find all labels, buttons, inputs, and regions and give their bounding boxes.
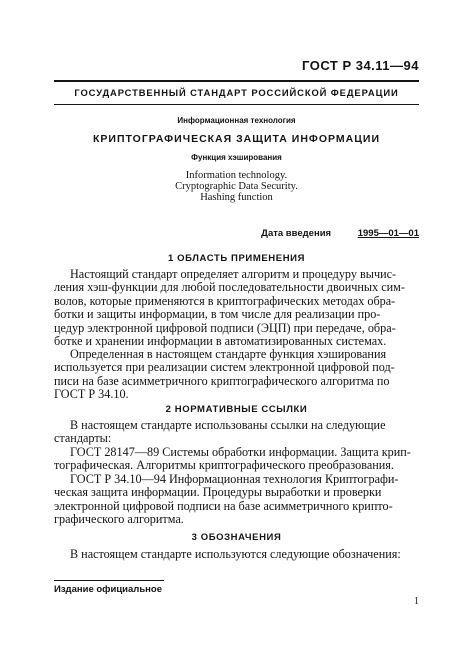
english-title <box>54 170 419 203</box>
document-subtitle: Функция хэширования <box>191 153 282 162</box>
section-heading-notation: 3 ОБОЗНАЧЕНИЯ <box>191 532 282 543</box>
text-line: ботке и хранении информации в автоматизированных системах. <box>54 334 387 349</box>
page-number: 1 <box>414 596 419 607</box>
text-line: цедур электронной цифровой подписи (ЭЦП) при передаче, обра- <box>54 320 396 335</box>
text-line: ления хэш-функции для любой последовательности двоичных сим- <box>54 280 405 295</box>
text-line: ГОСТ Р 34.10—94 Информационная технология Криптографи- <box>70 472 399 486</box>
text-line: стандарты: <box>54 431 112 446</box>
text-line: волов, которые применяются в криптографических методах обра- <box>54 293 396 308</box>
section-heading-references: 2 НОРМАТИВНЫЕ ССЫЛКИ <box>165 404 308 415</box>
text-line: используется при реализации систем электронной цифровой под- <box>54 360 395 375</box>
gost-code: ГОСТ Р 34.11—94 <box>302 58 419 73</box>
text-line: писи на базе асимметричного криптографического алгоритма по <box>54 373 390 388</box>
date-label: Дата введения <box>261 228 332 239</box>
header-rule-thin <box>54 104 419 105</box>
section-heading-scope: 1 ОБЛАСТЬ ПРИМЕНЕНИЯ <box>167 253 306 264</box>
english-title-line: Information technology. <box>185 170 288 181</box>
state-standard-heading: ГОСУДАРСТВЕННЫЙ СТАНДАРТ РОССИЙСКОЙ ФЕДЕРАЦИИ <box>74 87 399 98</box>
text-line: тографическая. Алгоритмы криптографического преобразования. <box>54 458 394 473</box>
text-line: В настоящем стандарте использованы ссылки на следующие <box>70 418 386 432</box>
section-references-paragraph-1 <box>54 419 419 446</box>
introduction-date <box>261 228 419 239</box>
section-references-paragraph-3 <box>54 473 419 527</box>
section-scope-paragraph-1 <box>54 268 419 348</box>
date-value: 1995—01—01 <box>357 228 419 239</box>
english-title-line: Cryptographic Data Security. <box>175 181 298 192</box>
text-line: ГОСТ Р 34.10. <box>54 387 129 402</box>
text-line: электронной цифровой подписи на базе асимметричного крипто- <box>54 498 393 513</box>
section-scope-paragraph-2 <box>54 348 419 402</box>
text-line: ческая защита информации. Процедуры выработки и проверки <box>54 485 382 500</box>
text-line: ботки и защиты информации, в том числе для реализации про- <box>54 307 381 322</box>
info-tech-label: Информационная технология <box>177 116 296 125</box>
section-references-paragraph-2 <box>54 446 419 473</box>
footer-rule <box>54 580 164 581</box>
text-line: Определенная в настоящем стандарте функция хэширования <box>70 347 387 361</box>
english-title-line: Hashing function <box>200 192 273 203</box>
text-line: графического алгоритма. <box>54 512 184 527</box>
header-rule <box>54 80 419 82</box>
edition-label: Издание официальное <box>54 584 162 595</box>
text-line: В настоящем стандарте используются следующие обозначения: <box>70 547 401 561</box>
text-line: Настоящий стандарт определяет алгоритм и процедуру вычис- <box>70 267 397 281</box>
section-notation-paragraph-1 <box>54 548 419 561</box>
text-line: ГОСТ 28147—89 Системы обработки информации. Защита крип- <box>70 445 411 459</box>
document-title: КРИПТОГРАФИЧЕСКАЯ ЗАЩИТА ИНФОРМАЦИИ <box>93 133 380 145</box>
